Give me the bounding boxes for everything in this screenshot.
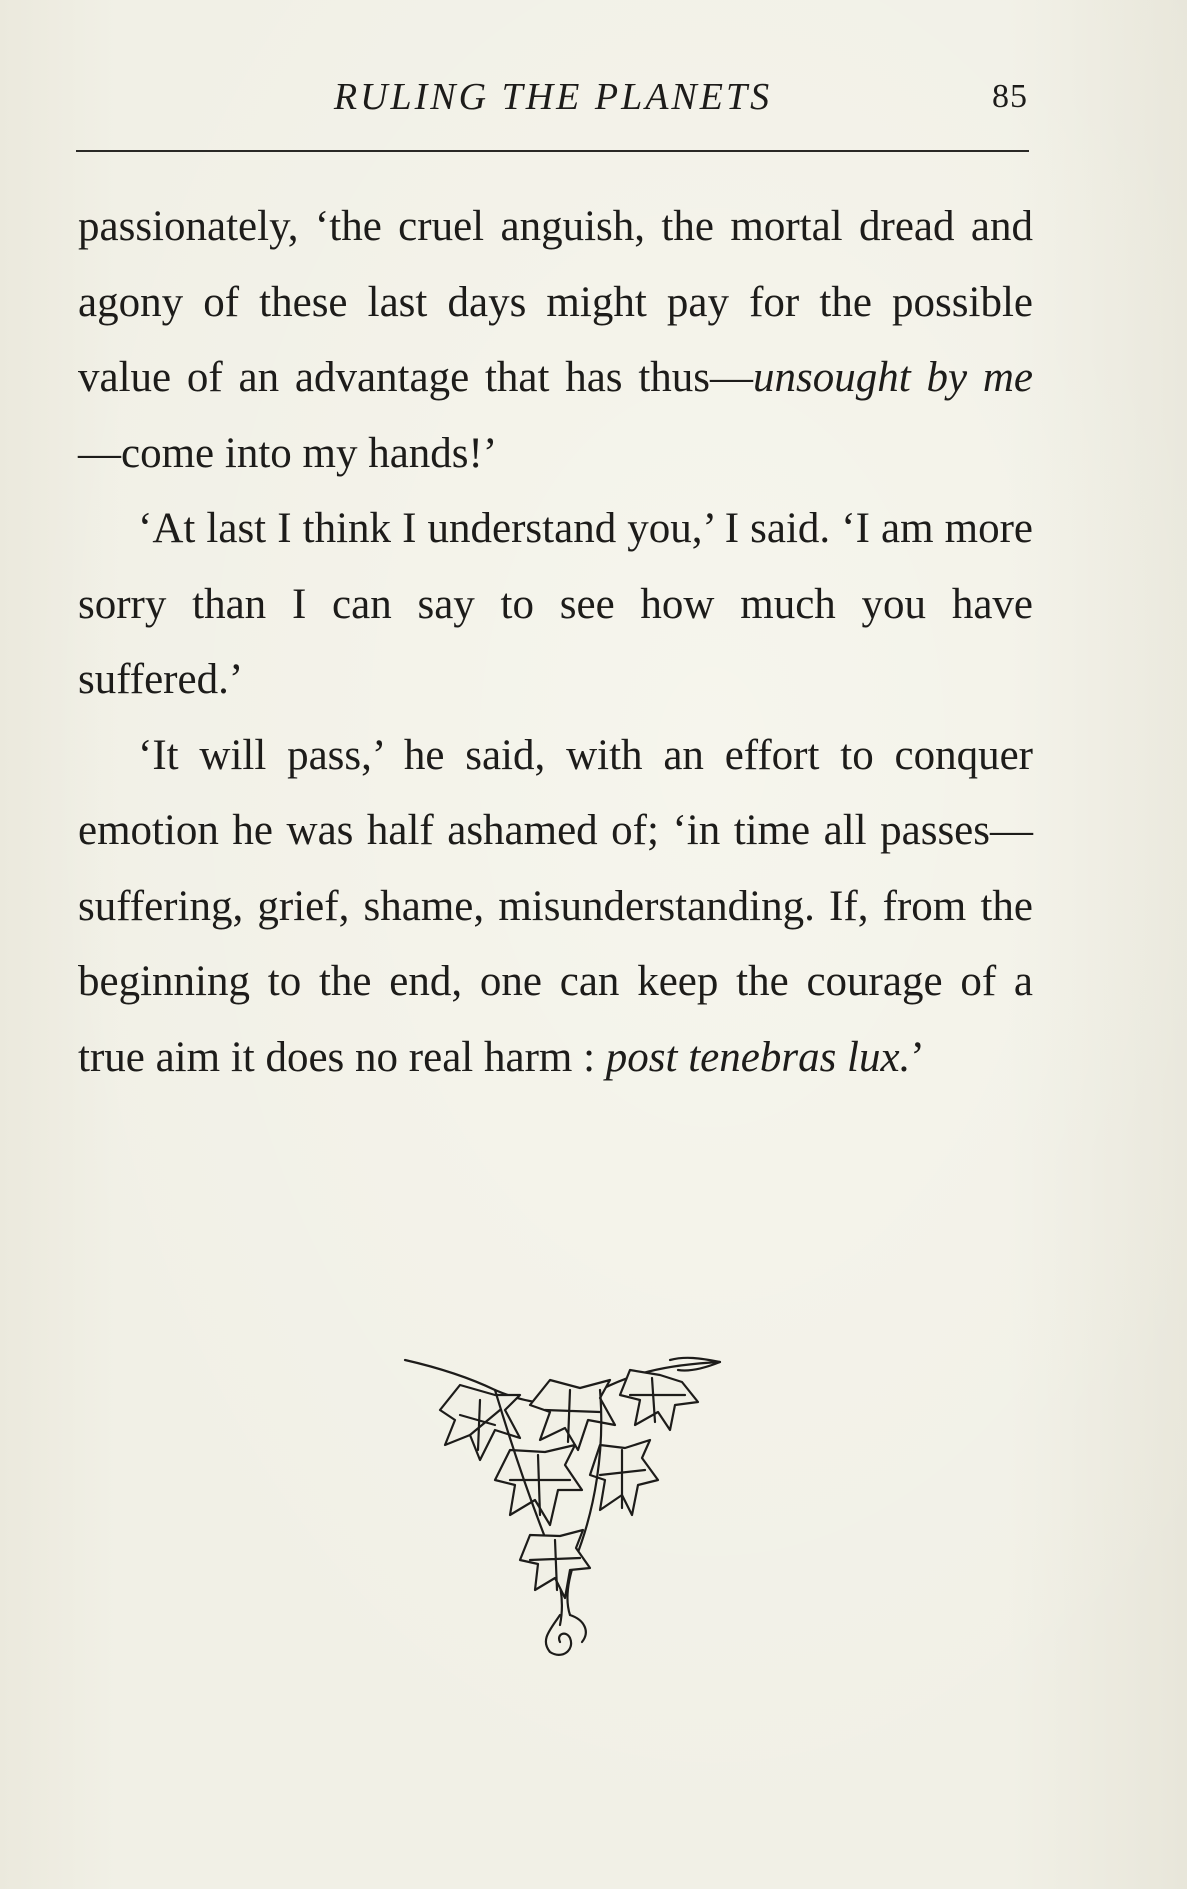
paragraph-3 [78,718,1033,1096]
paragraph-3-text: ‘It will pass,’ he said, with an effort to conquer emotion he was half ashamed of; ‘in time all passes—suffering, grief, shame, misunderstanding. If, from the beginning to the end, one can keep the courage of a true aim it does no real harm : [78,731,1033,1081]
paragraph-1-tail: —come into my hands!’ [78,429,498,477]
paragraph-3-tail: ’ [910,1033,925,1081]
paragraph-1-text: passionately, ‘the cruel anguish, the mortal dread and agony of these last days might pay for the possible value of an advantage that has thus— [78,203,1033,401]
paragraph-1-italic: unsought by me [753,354,1033,401]
page-header [78,72,1028,122]
running-head: RULING THE PLANETS [333,76,773,118]
paragraph-3-italic: post tenebras lux. [605,1033,911,1081]
body-text [78,189,1033,1095]
header-rule [76,150,1029,152]
page-number: 85 [992,78,1028,115]
paragraph-2: ‘At last I think I understand you,’ I said. ‘I am more sorry than I can say to see how much you have suffered.’ [78,505,1033,703]
paragraph-1 [78,189,1033,491]
ivy-leaf-vignette-icon [400,1350,730,1660]
